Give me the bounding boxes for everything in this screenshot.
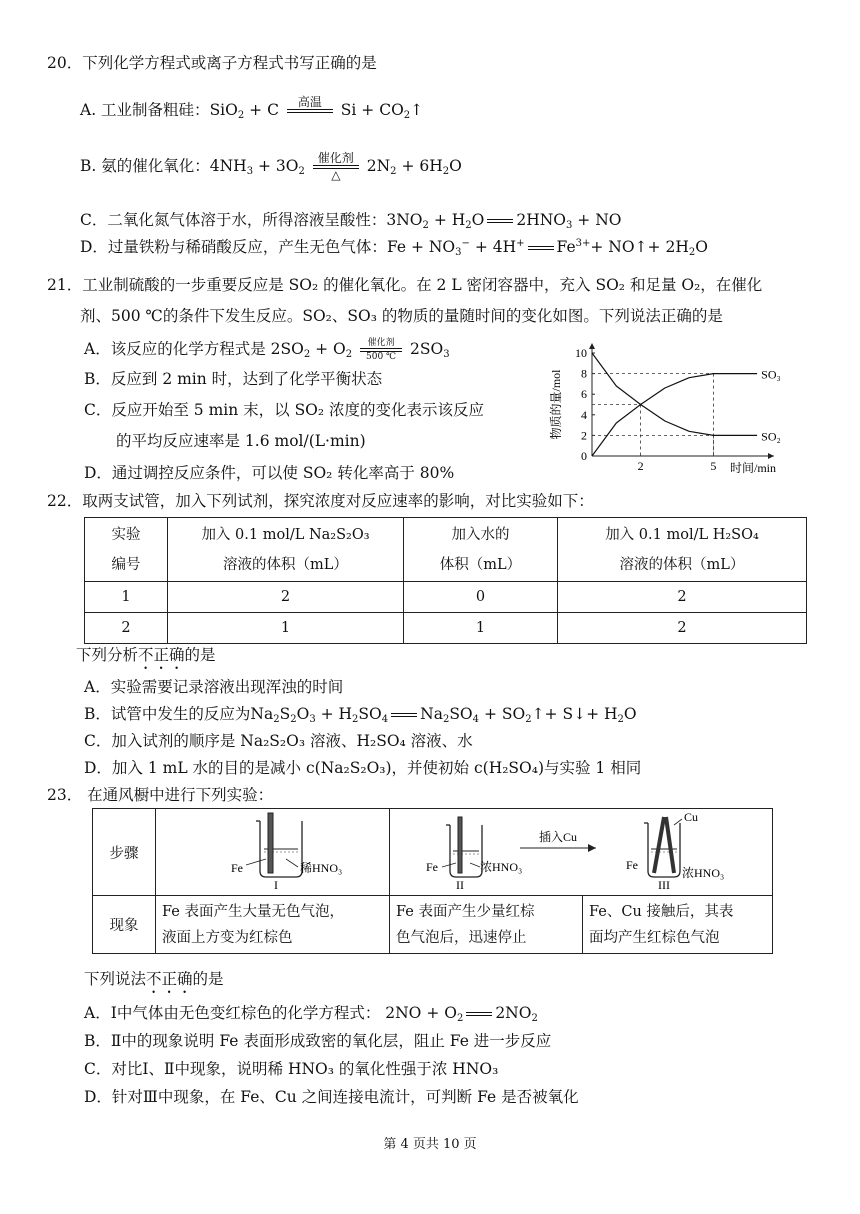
- q21-stem-line1: 21．工业制硫酸的一步重要反应是 SO₂ 的催化氧化。在 2 L 密闭容器中，充入 SO₂ 和足量 O₂，在催化: [47, 276, 763, 294]
- beaker-ii-acid: 浓HNO₃: [480, 860, 523, 874]
- q21-stem-line2: 剂、500 ℃的条件下发生反应。SO₂、SO₃ 的物质的量随时间的变化如图。下列说法正确的是: [80, 307, 723, 325]
- y-tick-label: 2: [581, 428, 587, 443]
- x-axis-label: 时间/min: [729, 461, 776, 475]
- q20-a-label: A. 工业制备粗硅：: [80, 101, 210, 119]
- q23-table: [92, 808, 773, 954]
- q23-option-d: D．针对Ⅲ中现象，在 Fe、Cu 之间连接电流计，可判断 Fe 是否被氧化: [84, 1088, 579, 1106]
- y-tick-label: 4: [581, 407, 587, 422]
- beaker-i-diagram: [156, 809, 389, 895]
- page-footer: 第 4 页共 10 页: [383, 1137, 477, 1152]
- q21-a-condition: 催化剂 500 ℃: [360, 338, 402, 362]
- q23-prompt: 下列说法不正确的是: [84, 970, 224, 988]
- q21-chart: [548, 336, 788, 478]
- q23-step1-cell: [156, 809, 390, 896]
- q21-option-b: B．反应到 2 min 时，达到了化学平衡状态: [84, 370, 383, 388]
- q22-table: [84, 517, 807, 644]
- q21-option-c-line1: C．反应开始至 5 min 末，以 SO₂ 浓度的变化表示该反应: [84, 401, 485, 419]
- beaker-iii-number: III: [658, 878, 670, 892]
- x-axis-arrow: [768, 453, 774, 459]
- q23-step2-cell: [390, 809, 773, 896]
- q23-option-c: C．对比I、Ⅱ中现象，说明稀 HNO₃ 的氧化性强于浓 HNO₃: [84, 1060, 499, 1078]
- beaker-ii-number: II: [456, 878, 464, 892]
- x-tick-label: 5: [710, 459, 717, 473]
- q20-option-c: C．二氧化氮气体溶于水，所得溶液呈酸性：$3NO_2 + H_2O$ $2HNO_3$ + NO: [80, 211, 622, 231]
- q22-header-cell: 加入 0.1 mol/L H₂SO₄ 溶液的体积（mL）: [558, 518, 807, 582]
- y-tick-label: 8: [581, 366, 587, 381]
- q22-cell: 1: [404, 613, 558, 644]
- y-tick-label: 6: [581, 387, 587, 402]
- q23-stem: 23． 在通风橱中进行下列实验：: [47, 786, 274, 804]
- q22-cell: 0: [404, 582, 558, 613]
- q22-option-a: A．实验需要记录溶液出现浑浊的时间: [84, 678, 344, 696]
- q22-cell: 2: [85, 613, 168, 644]
- beaker-i-number: I: [274, 878, 278, 892]
- q21-option-d: D．通过调控反应条件，可以使 SO₂ 转化率高于 80%: [84, 464, 455, 482]
- q20-b-condition: 催化剂 △: [313, 152, 359, 182]
- q20-b-label: B. 氨的催化氧化：: [80, 157, 210, 175]
- beaker-iii-fe-label: Fe: [626, 858, 638, 872]
- q22-option-c: C．加入试剂的顺序是 Na₂S₂O₃ 溶液、H₂SO₄ 溶液、水: [84, 732, 473, 750]
- q21-option-a: A．该反应的化学方程式是 $2SO_2 + O_2$ 催化剂 500 ℃ $2SO_3$: [84, 338, 450, 362]
- q23-option-a: A．I中气体由无色变红棕色的化学方程式： $2NO + O_2$ $2NO_2$: [84, 1004, 538, 1024]
- q22-cell: 2: [558, 613, 807, 644]
- q22-option-d: D．加入 1 mL 水的目的是减小 c(Na₂S₂O₃)，并使初始 c(H₂SO₄)与实验 1 相同: [84, 759, 642, 777]
- q22-cell: 2: [168, 582, 404, 613]
- q22-header-cell: 加入水的 体积（mL）: [404, 518, 558, 582]
- y-tick-label: 10: [575, 346, 587, 360]
- table-row: [85, 582, 807, 613]
- q20-a-condition: 高温: [287, 96, 333, 126]
- y-axis-arrow: [589, 343, 595, 349]
- table-row: [85, 613, 807, 644]
- q22-header-cell: 加入 0.1 mol/L Na₂S₂O₃ 溶液的体积（mL）: [168, 518, 404, 582]
- series-label-so2: SO₂: [761, 429, 781, 444]
- insert-cu-arrow-label: 插入Cu: [538, 830, 578, 844]
- q22-cell: 1: [168, 613, 404, 644]
- beaker-iii-acid: 浓HNO₃: [682, 866, 725, 880]
- q22-table-header-row: [85, 518, 807, 582]
- q22-cell: 2: [558, 582, 807, 613]
- x-tick-label: 2: [637, 459, 644, 473]
- beaker-i-fe-label: Fe: [231, 861, 243, 875]
- beaker-i-acid: 稀HNO₃: [300, 861, 343, 875]
- q20-option-b: B. 氨的催化氧化：$4NH_3 + 3O_2$ 催化剂 △ $2N_2 + 6H_2O$: [80, 151, 462, 182]
- beaker-ii-fe-label: Fe: [426, 860, 438, 874]
- beaker-ii-iii-diagram: [390, 809, 767, 895]
- series-label-so3: SO₃: [761, 367, 781, 382]
- y-tick-label: 0: [581, 449, 587, 463]
- beaker-iii-cu-label: Cu: [684, 810, 699, 824]
- q23-observations-row: [93, 896, 773, 954]
- q23-obs-2: Fe 表面产生少量红棕 色气泡后，迅速停止: [390, 896, 583, 954]
- q23-steps-row: [93, 809, 773, 896]
- q23-row-label: 现象: [93, 896, 156, 954]
- q20-stem: 20．下列化学方程式或离子方程式书写正确的是: [47, 54, 377, 72]
- q20-option-d: D．过量铁粉与稀硝酸反应，产生无色气体：$Fe + NO_3^- + 4H^+$ $Fe^{3+}+$ NO↑+ $2H_2O$: [80, 238, 708, 258]
- q23-row-label: 步骤: [93, 809, 156, 896]
- q23-option-b: B．Ⅱ中的现象说明 Fe 表面形成致密的氧化层，阻止 Fe 进一步反应: [84, 1032, 552, 1050]
- q20-option-a: A. 工业制备粗硅：SiO$_2$ + C 高温 $Si + CO_2↑$: [80, 96, 423, 126]
- q22-stem: 22．取两支试管，加入下列试剂，探究浓度对反应速率的影响，对比实验如下：: [47, 492, 594, 510]
- q22-option-b: B．试管中发生的反应为$Na_2S_2O_3 + H_2SO_4$ $Na_2SO_4$ + $SO_2↑+$ S↓+ $H_2O$: [84, 705, 637, 725]
- y-axis-label: 物质的量/mol: [549, 369, 563, 440]
- q21-option-c-line2: 的平均反应速率是 1.6 mol/(L·min): [116, 432, 366, 450]
- q23-obs-1: Fe 表面产生大量无色气泡， 液面上方变为红棕色: [156, 896, 390, 954]
- q23-obs-3: Fe、Cu 接触后，其表 面均产生红棕色气泡: [583, 896, 773, 954]
- q22-cell: 1: [85, 582, 168, 613]
- q22-prompt: 下列分析不正确的是: [76, 646, 216, 664]
- q22-header-cell: 实验 编号: [85, 518, 168, 582]
